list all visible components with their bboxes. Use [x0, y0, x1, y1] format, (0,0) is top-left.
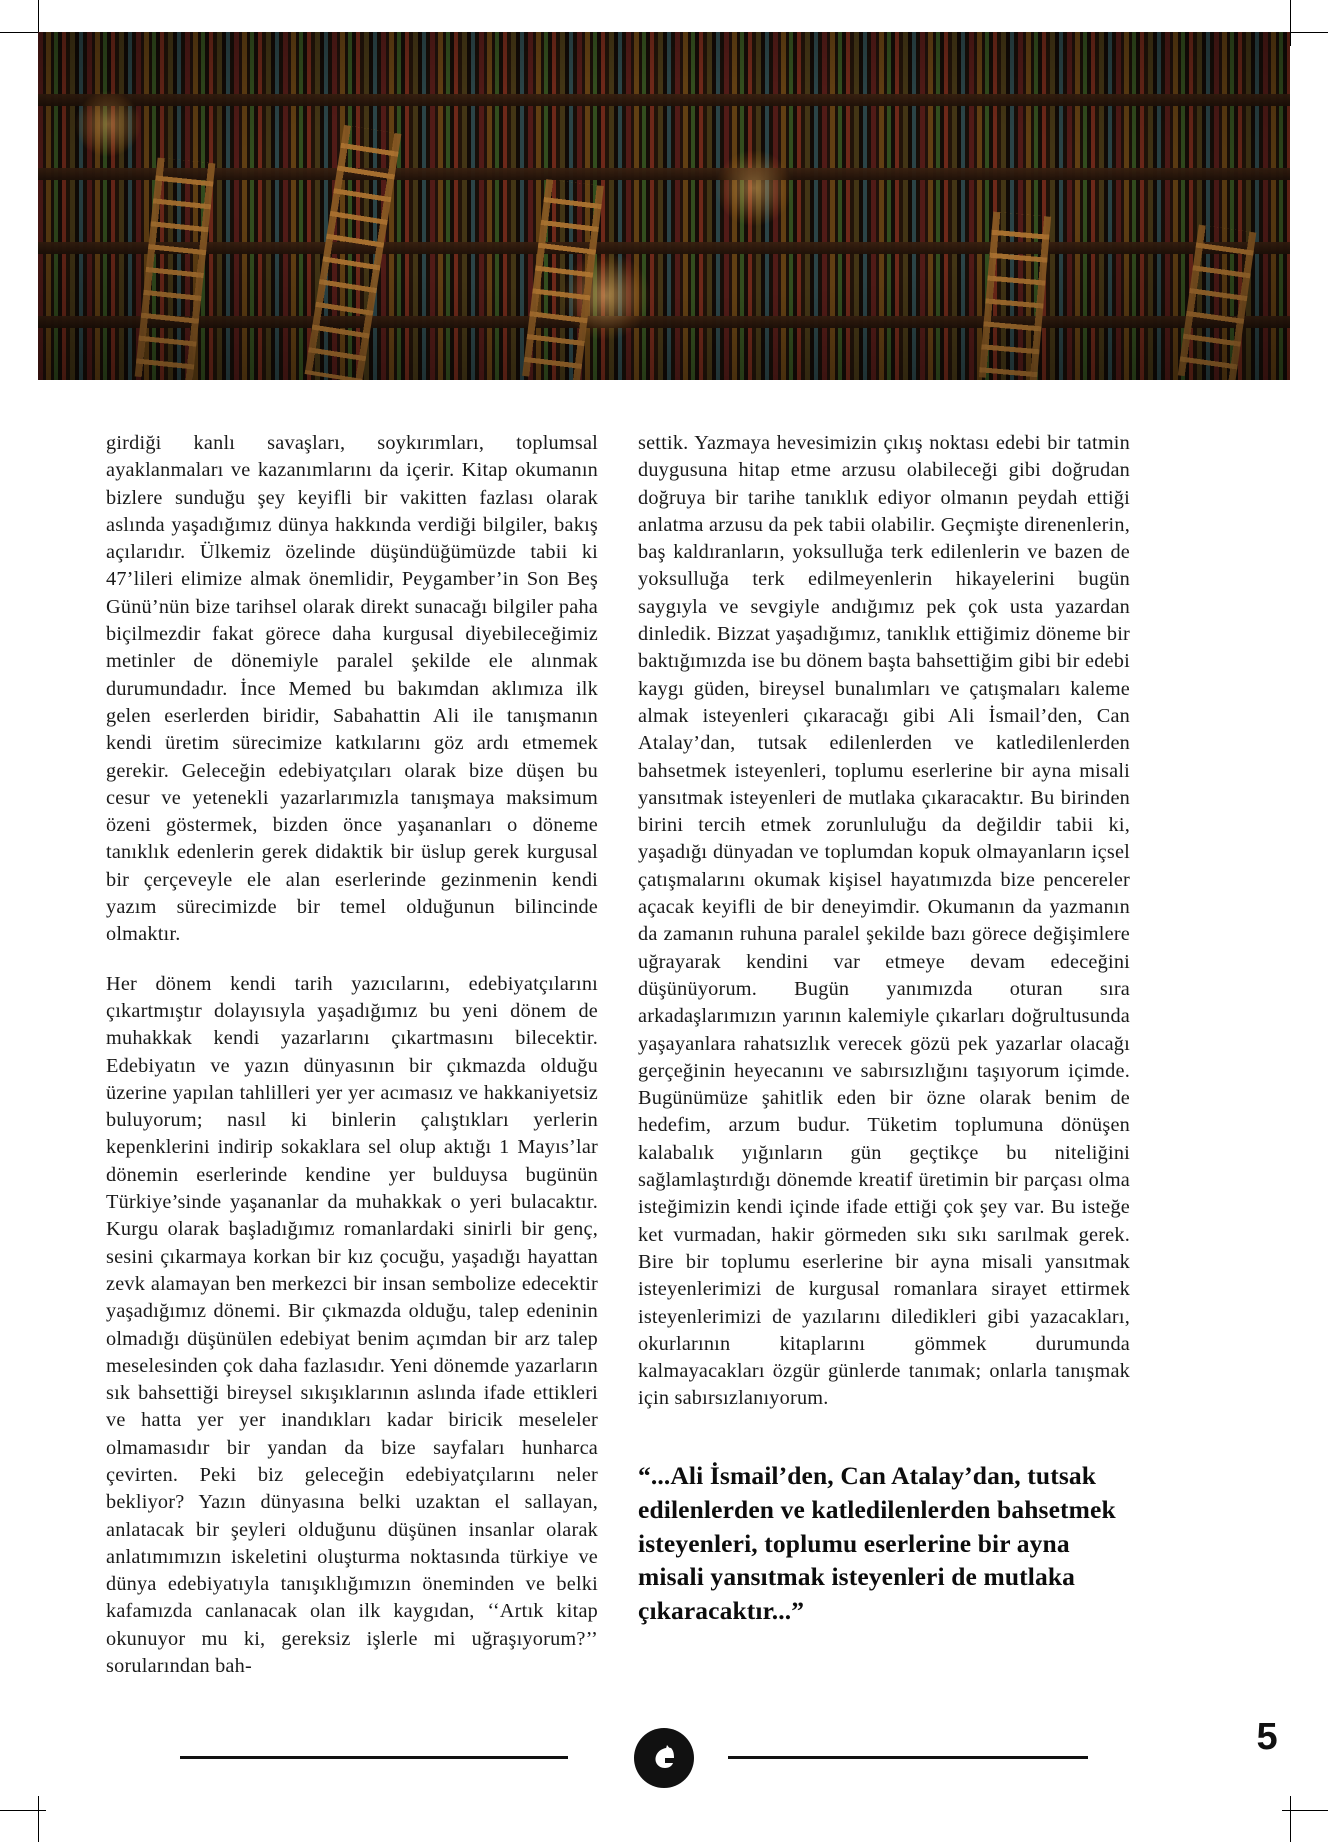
page-footer	[38, 1706, 1290, 1798]
body-paragraph: settik. Yazmaya hevesimizin çıkış noktası edebi bir tatmin duygusuna hitap etme arzusu olabileceği gibi doğrudan doğruya bir tarihe tanıklık ediyor olmanın peydah ettiği anlatma arzusu da pek tabii olabilir. Geçmişte direnenlerin, baş kaldıranların, yoksulluğa terk edilenlerin ve bazen de yoksulluğa terk edilmeyenlerin hikayelerini bugün saygıyla ve sevgiyle andığımız pek çok usta yazardan dinledik. Bizzat yaşadığımız, tanıklık ettiğimiz döneme bir baktığımızda ise bu dönem başta bahsettiğim gibi bir edebi kaygı güden, bireysel bunalımları ve çatışmaları kaleme almak isteyenleri çıkaracağı gibi Ali İsmail’den, Can Atalay’dan, tutsak edilenlerden ve katledilenlerden bahsetmek isteyenleri, toplumu eserlerine bir ayna misali yansıtmak isteyenleri de mutlaka çıkaracaktır. Bu birinden birini tercih etmek zorunluluğu da değildir tabii ki, yaşadığı dünyadan ve toplumdan kopuk olmayanların içsel çatışmalarını okumak kişisel hayatımızda bize pencereler açacak keyifli de bir deneyimdir. Okumanın da yazmanın da zamanın ruhuna paralel şekilde bazı görece değişimlere uğrayarak kendini var etmeye devam edeceğini düşünüyorum. Bugün yanımızda oturan sıra arkadaşlarımızın yarının kalemiyle çıkarları doğrultusunda yaşayanlara rahatsızlık verecek gözü pek yazarlar olacağı gerçeğinin heyecanını ve sabırsızlığını taşıyorum içimde. Bugünümüze şahitlik eden bir özne olarak benim de hedefim, arzum budur. Tüketim toplumuna dönüşen kalabalık yığınların gün geçtikçe bu niteliğini sağlamlaştırdığı dönemde kreatif üretimin bir parçası olma isteğimizin kendi içinde ifade ettiği çok şey var. Bu isteğe ket vurmadan, hakir görmeden sıkı sıkı sarılmak gerek. Bire bir toplumu eserlerine bir ayna misali yansıtmak isteyenlerimizi de kurgusal romanlara sirayet ettirmek isteyenlerimizi de yazılarını diledikleri gibi yazacakları, okurlarının kitaplarını gömmek durumunda kalmayacakları özgür günlerde tanımak; onlarla tanışmak için sabırsızlanıyorum.	[638, 432, 1130, 1410]
illustration-vignette	[38, 32, 1290, 380]
footer-rule-left	[180, 1756, 568, 1759]
crop-mark-bottom-left-horizontal	[0, 1810, 46, 1811]
column-left	[106, 430, 598, 1680]
crop-mark-top-right-vertical	[1290, 0, 1291, 46]
column-right	[638, 430, 1130, 1680]
crop-mark-bottom-right-vertical	[1290, 1796, 1291, 1842]
crop-mark-bottom-right-horizontal	[1282, 1810, 1328, 1811]
magazine-page	[38, 32, 1290, 1810]
footer-rule-right	[728, 1756, 1088, 1759]
page-number: 5	[1256, 1716, 1278, 1758]
pull-quote: “...Ali İsmail’den, Can Atalay’dan, tutsak edilenlerden ve katledilenlerden bahsetmek isteyenleri, toplumu eserlerine bir ayna misali yansıtmak isteyenleri de mutlaka çıkaracaktır...”	[638, 1460, 1116, 1626]
library-illustration	[38, 32, 1290, 380]
article-body	[106, 430, 1216, 1680]
body-paragraph: Her dönem kendi tarih yazıcılarını, edebiyatçılarını çıkartmıştır dolayısıyla yaşadığımız bu yeni dönem de muhakkak kendi yazarlarını çıkartmasını bilecektir. Edebiyatın ve yazın dünyasının bir çıkmazda olduğu üzerine yapılan tahlilleri yer yer acımasız ve hakkaniyetsiz buluyorum; nasıl ki binlerin çalıştıkları yerlerin kepenklerini indirip sokaklara sel olup aktığı 1 Mayıs’lar dönemin eserlerinde kendine yer bulduysa bugünün Türkiye’sinde yaşananlar da muhakkak o yeri bulacaktır. Kurgu olarak başladığımız romanlardaki sinirli bir genç, sesini çıkarmaya korkan bir kız çocuğu, yaşadığı hayattan zevk alamayan ben merkezci bir insan sembolize edecektir yaşadığımız dönemi. Bir çıkmazda olduğu, talep edeninin olmadığı düşünülen edebiyat benim açımdan bir arz talep meselesinden çok daha fazlasıdır. Yeni dönemde yazarların sık bahsettiği bireysel sıkışıklarının aslında ifade ettikleri ve hatta yer yer inandıkları kadar biricik meseleler olmamasıdır bir yandan da bize sayfaları hunharca çevirten. Peki biz geleceğin edebiyatçılarını neler bekliyor? Yazın dünyasına belki uzaktan el sallayan, anlatacak bir şeyleri olduğunu düşünen insanlar olarak anlatımımızın iskeletini oluşturma noktasında türkiye ve dünya edebiyatıyla tanışıklığımızın öneminden ve belki kafamızda canlanacak olan ilk kaygıdan, ‘‘Artık kitap okunuyor mu ki, gereksiz işlerle mi uğraşıyorum?’’ sorularından bah-	[106, 972, 598, 1678]
body-paragraph: girdiği kanlı savaşları, soykırımları, toplumsal ayaklanmaları ve kazanımlarını da içerir. Kitap okumanın bizlere sunduğu şey keyifli bir vakitten fazlası olarak aslında yaşadığımız dünya hakkında verdiği bilgiler, bakış açılarıdır. Ülkemiz özelinde düşündüğümüzde tabii ki 47’lileri elimize almak önemlidir, Peygamber’in Son Beş Günü’nün bize tarihsel olarak direkt sunacağı bilgiler paha biçilmezdir fakat görece daha kurgusal diyebileceğimiz metinler de dönemiyle paralel şekilde ele alınmak durumundadır. İnce Memed bu bakımdan aklımıza ilk gelen eserlerden biridir, Sabahattin Ali ile tanışmanın kendi üretim sürecimize katkılarını göz ardı etmemek gerekir. Geleceğin edebiyatçıları olarak bize düşen bu cesur ve yetenekli yazarlarımızla tanışmaya maksimum özeni göstermek, bizden önce yaşananları o döneme tanıklık edenlerin gerek didaktik bir üslup gerek kurgusal bir çerçeveyle ele alan eserlerinde gezinmenin kendi yazım sürecimizde bir temel olduğunun bilincinde olmaktır.	[106, 432, 598, 946]
publication-logo-icon	[634, 1728, 694, 1788]
